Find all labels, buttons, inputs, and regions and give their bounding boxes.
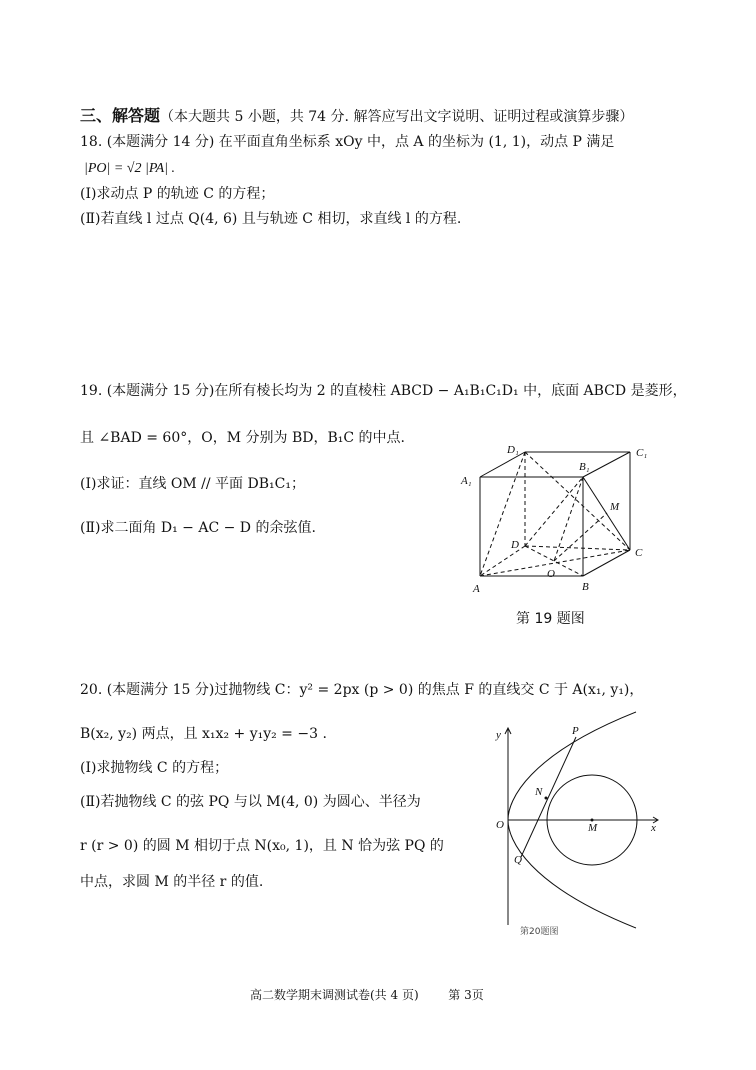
q20-part2-line2: r (r > 0) 的圆 M 相切于点 N(x₀, 1)，且 N 恰为弦 PQ 的 — [80, 838, 444, 854]
label-O: O — [496, 819, 504, 831]
label-A: A — [473, 583, 480, 595]
label-N: N — [535, 786, 543, 798]
q20-part1: (Ⅰ)求抛物线 C 的方程； — [80, 760, 229, 776]
label-P: P — [572, 725, 579, 737]
q18-part1: (Ⅰ)求动点 P 的轨迹 C 的方程； — [80, 186, 275, 202]
label-C: C — [635, 547, 643, 559]
label-y: y — [496, 729, 501, 741]
q19-prism-figure — [455, 440, 655, 600]
label-B: B — [582, 581, 589, 593]
q20-figure-caption: 第20题图 — [520, 927, 559, 937]
label-x: x — [651, 822, 656, 834]
footer-text: 高二数学期末调测试卷(共 4 页) — [250, 988, 419, 1002]
section-note: （本大题共 5 小题，共 74 分. 解答应写出文字说明、证明过程或演算步骤） — [160, 109, 634, 125]
page-number: 第 3页 — [448, 988, 484, 1002]
q20-part2-line1: (Ⅱ)若抛物线 C 的弦 PQ 与以 M(4, 0) 为圆心、半径为 — [80, 794, 421, 810]
q18-part2: (Ⅱ)若直线 l 过点 Q(4, 6) 且与轨迹 C 相切，求直线 l 的方程. — [80, 211, 462, 227]
q18-stem-line2: |PO| = √2 |PA| . — [84, 161, 175, 176]
q18-stem-line1: 18. (本题满分 14 分) 在平面直角坐标系 xOy 中，点 A 的坐标为 (1, 1)，动点 P 满足 — [80, 134, 615, 150]
q20-stem-line2: B(x₂, y₂) 两点，且 x₁x₂ + y₁y₂ = −3 . — [80, 726, 327, 742]
label-B1: B₁ — [579, 461, 590, 473]
label-M: M — [610, 501, 620, 513]
q19-stem-line1: 19. (本题满分 15 分)在所有棱长均为 2 的直棱柱 ABCD − A₁B₁C₁D₁ 中，底面 ABCD 是菱形， — [80, 383, 687, 399]
label-O: O — [547, 568, 555, 580]
label-A1: A₁ — [461, 475, 472, 487]
q19-part2: (Ⅱ)求二面角 D₁ − AC − D 的余弦值. — [80, 520, 316, 536]
q19-figure-caption: 第 19 题图 — [516, 611, 585, 627]
q20-parabola-figure — [488, 710, 668, 930]
q19-stem-line2: 且 ∠BAD = 60°，O，M 分别为 BD，B₁C 的中点. — [80, 430, 405, 446]
q20-part2-line3: 中点，求圆 M 的半径 r 的值. — [80, 874, 264, 890]
footer-line — [250, 985, 484, 1005]
label-M: M — [588, 822, 598, 834]
section-heading: 三、解答题 — [80, 106, 161, 125]
label-D: D — [511, 539, 519, 551]
label-C1: C₁ — [636, 447, 648, 459]
q19-part1: (Ⅰ)求证：直线 OM // 平面 DB₁C₁； — [80, 476, 305, 492]
section-heading-line — [80, 106, 633, 127]
label-D1: D₁ — [507, 444, 519, 456]
label-Q: Q — [514, 854, 522, 866]
q20-stem-line1: 20. (本题满分 15 分)过抛物线 C：y² = 2px (p > 0) 的焦点 F 的直线交 C 于 A(x₁, y₁)， — [80, 682, 644, 698]
